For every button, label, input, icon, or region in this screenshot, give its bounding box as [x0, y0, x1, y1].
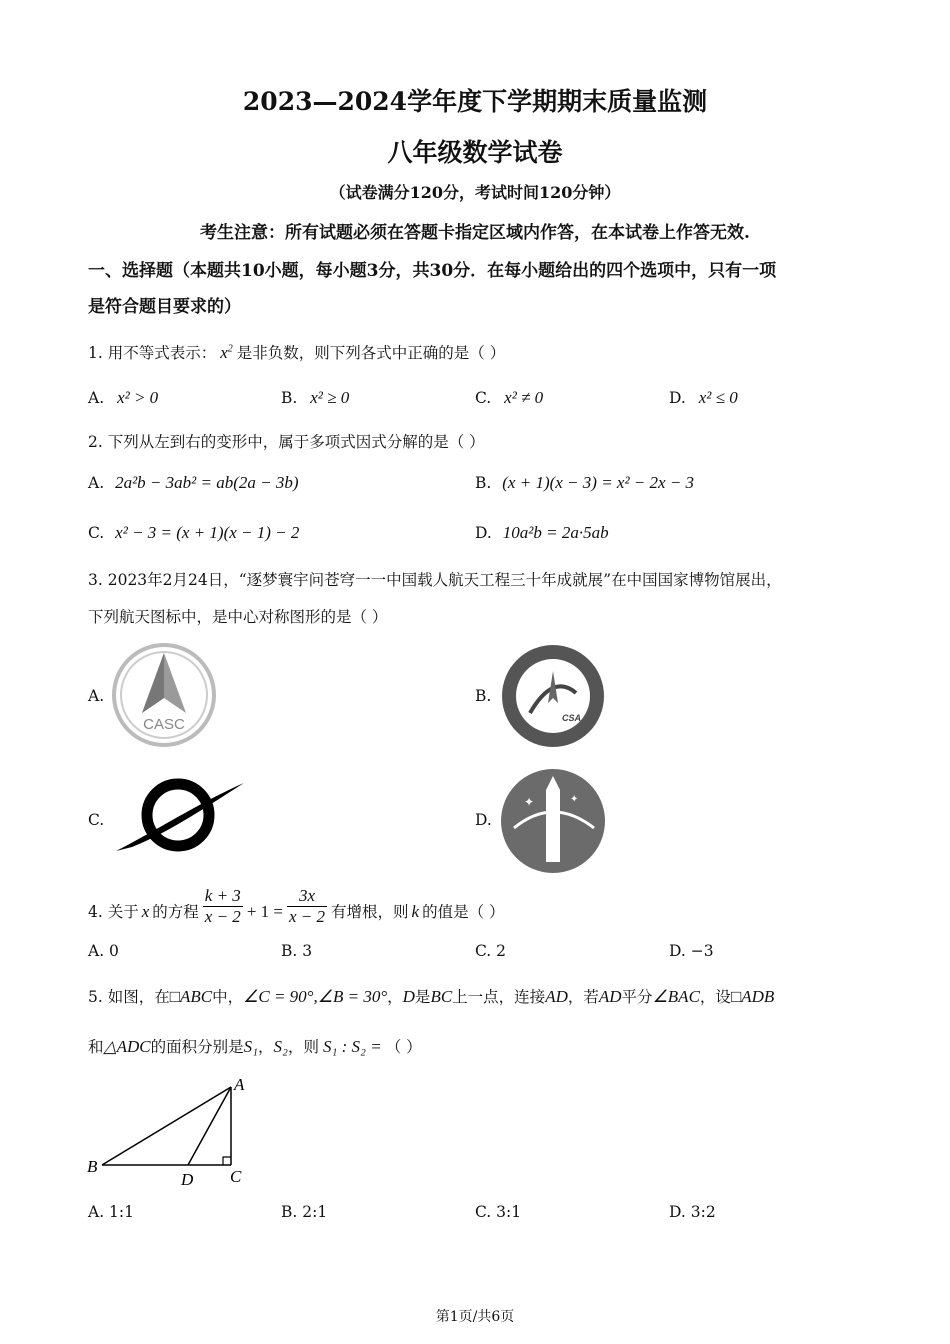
rocket-logo	[500, 768, 606, 874]
fig-label-c: C	[230, 1167, 242, 1186]
q1-option-b: B. x² ≥ 0	[281, 388, 350, 407]
exam-subtitle: 八年级数学试卷	[387, 138, 563, 167]
fig-label-a: A	[234, 1075, 245, 1094]
csa-logo-text: CSA	[562, 713, 582, 723]
casc-logo-text: CASC	[143, 716, 185, 733]
q3-stem-line1: 3. 2023年2月24日，“逐梦寰宇问苍穹一一中国载人航天工程三十年成就展”在中国国家博物馆展出，	[88, 571, 782, 589]
exam-info: （试卷满分120分，考试时间120分钟）	[329, 183, 621, 202]
q4-fraction-2: $\frac{3x}{x - 2}$	[289, 886, 326, 926]
q3-option-d-label: D.	[475, 811, 492, 829]
q1-option-d: D. x² ≤ 0	[669, 388, 738, 407]
q5-option-a: A. 1:1	[88, 1203, 134, 1221]
q4-option-d: D. −3	[669, 942, 714, 960]
q1-stem-a: 1. 用不等式表示：	[88, 344, 217, 362]
exam-title: 2023—2024学年度下学期期末质量监测	[242, 87, 708, 116]
orbit-logo	[112, 773, 248, 857]
q5-stem-line2: 和△ADC的面积分别是S₁，S₂，则 S₁ : S₂ = （ ）	[88, 1037, 422, 1056]
q4-option-a: A. 0	[88, 942, 119, 960]
q1-stem-b: 是非负数，则下列各式中正确的是（ ）	[236, 344, 506, 362]
q3-stem-line2: 下列航天图标中，是中心对称图形的是（ ）	[88, 608, 388, 626]
q2-option-a: A. 2a²b − 3ab² = ab(2a − 3b)	[88, 473, 299, 492]
q4-option-b: B. 3	[281, 942, 313, 960]
q5-triangle-figure	[84, 1072, 264, 1192]
q4-option-c: C. 2	[475, 942, 507, 960]
fig-label-d: D	[181, 1170, 194, 1189]
q5-stem-line1: 5. 如图，在□ABC中，∠C = 90°,∠B = 30°，D是BC上一点，连接AD，若AD平分∠BAC，设□ADB	[88, 987, 775, 1006]
q3-option-b-label: B.	[475, 687, 492, 705]
casc-logo	[110, 643, 218, 748]
q2-option-c: C. x² − 3 = (x + 1)(x − 1) − 2	[88, 523, 300, 542]
q2-stem: 2. 下列从左到右的变形中，属于多项式因式分解的是（ ）	[88, 433, 485, 451]
csa-logo	[500, 643, 606, 749]
q3-option-c-label: C.	[88, 811, 105, 829]
q5-option-d: D. 3:2	[669, 1203, 716, 1221]
q2-option-b: B. (x + 1)(x − 3) = x² − 2x − 3	[475, 473, 695, 492]
q4-fraction-1: $\frac{k + 3}{x - 2}$	[204, 886, 241, 926]
q3-option-a-label: A.	[88, 687, 105, 705]
q1-option-a: A. x² > 0	[88, 388, 159, 407]
q2-option-d: D. 10a²b = 2a·5ab	[475, 523, 609, 542]
section-heading-line2: 是符合题目要求的）	[88, 297, 241, 317]
q1-x-squared: $x^2$	[220, 343, 233, 362]
q5-option-c: C. 3:1	[475, 1203, 522, 1221]
q4-stem: 4. 关于 x 的方程 $\frac{k + 3}{x - 2}$ + 1 = $\frac{3x}{x - 2}$ 有增根，则 k 的值是（ ）	[88, 886, 505, 926]
q5-option-b: B. 2:1	[281, 1203, 328, 1221]
svg-text:✦: ✦	[524, 795, 535, 809]
q1-option-c: C. x² ≠ 0	[475, 388, 544, 407]
page-number: 第1页/共6页	[435, 1309, 515, 1325]
q1-stem	[88, 341, 505, 363]
svg-text:✦: ✦	[570, 794, 579, 805]
section-heading-line1: 一、选择题（本题共10小题，每小题3分，共30分．在每小题给出的四个选项中，只有一项	[88, 261, 777, 281]
exam-notice: 考生注意：所有试题必须在答题卡指定区域内作答，在本试卷上作答无效.	[200, 223, 750, 243]
fig-label-b: B	[87, 1157, 98, 1176]
